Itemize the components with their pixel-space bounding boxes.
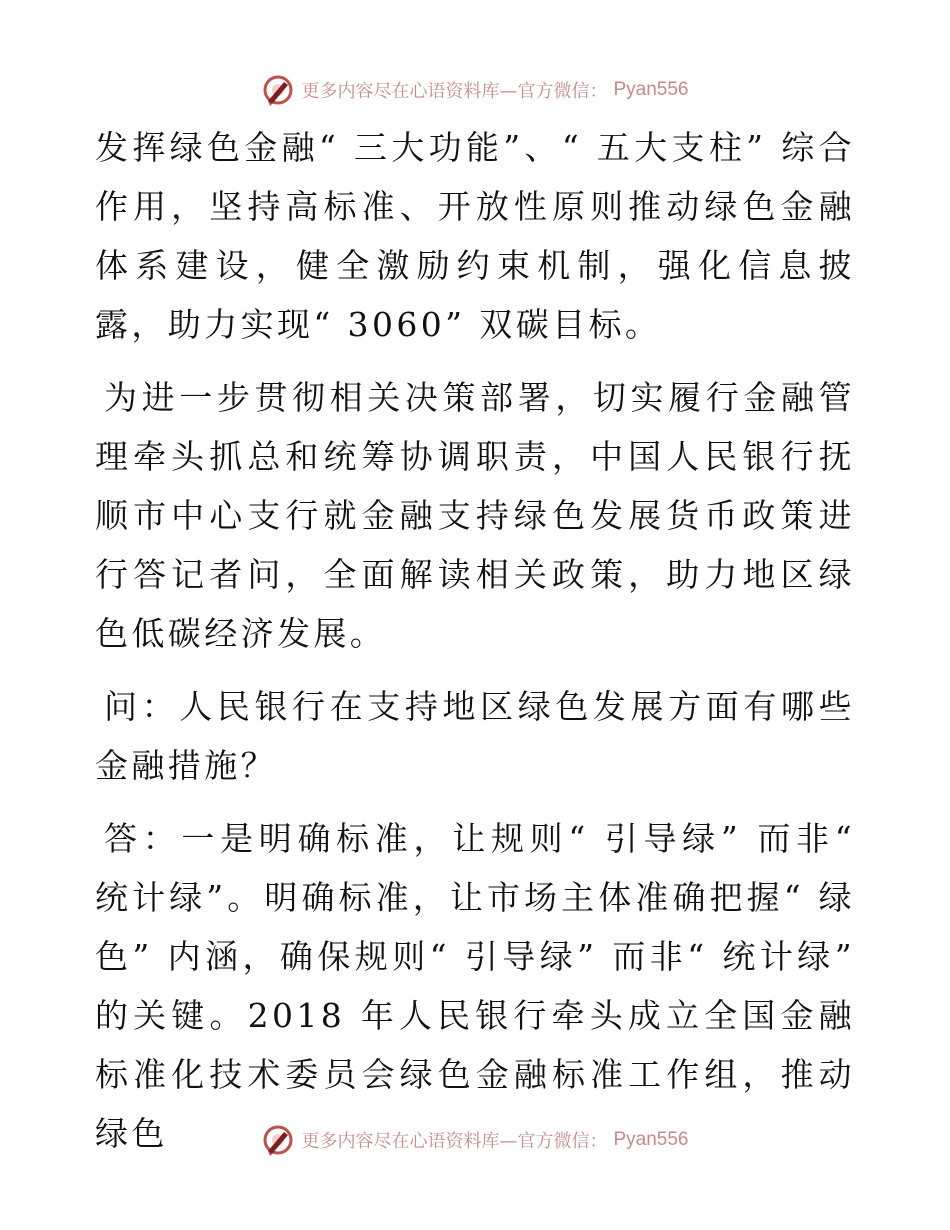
watermark-text: 更多内容尽在心语资料库—官方微信： <box>301 81 608 102</box>
paragraph-1: 发挥绿色金融“ 三大功能”、“ 五大支柱” 综合作用，坚持高标准、开放性原则推动绿色金融体系建设，健全激励约束机制，强化信息披露，助力实现“ 3060” 双碳目标。 <box>95 128 855 344</box>
watermark-wechat-id: Pyan556 <box>613 1129 689 1150</box>
watermark-wechat-id: Pyan556 <box>613 79 689 100</box>
pen-logo-icon <box>261 1123 295 1157</box>
header-watermark <box>0 70 950 110</box>
document-body <box>95 118 855 1177</box>
paragraph-2: 为进一步贯彻相关决策部署，切实履行金融管理牵头抓总和统筹协调职责，中国人民银行抚顺市中心支行就金融支持绿色发展货币政策进行答记者问，全面解读相关政策，助力地区绿色低碳经济发展。 <box>95 378 855 653</box>
watermark-text: 更多内容尽在心语资料库—官方微信： <box>301 1131 608 1152</box>
answer-paragraph: 答：一是明确标准，让规则“ 引导绿” 而非“ 统计绿”。明确标准，让市场主体准确把握“ 绿色” 内涵，确保规则“ 引导绿” 而非“ 统计绿” 的关键。2018 年人民银行牵头成立全国金融标准化技术委员会绿色金融标准工作组，推动绿色 <box>95 819 855 1153</box>
pen-logo-icon <box>261 73 295 107</box>
footer-watermark <box>0 1120 950 1160</box>
question-paragraph: 问：人民银行在支持地区绿色发展方面有哪些金融措施？ <box>95 687 855 785</box>
